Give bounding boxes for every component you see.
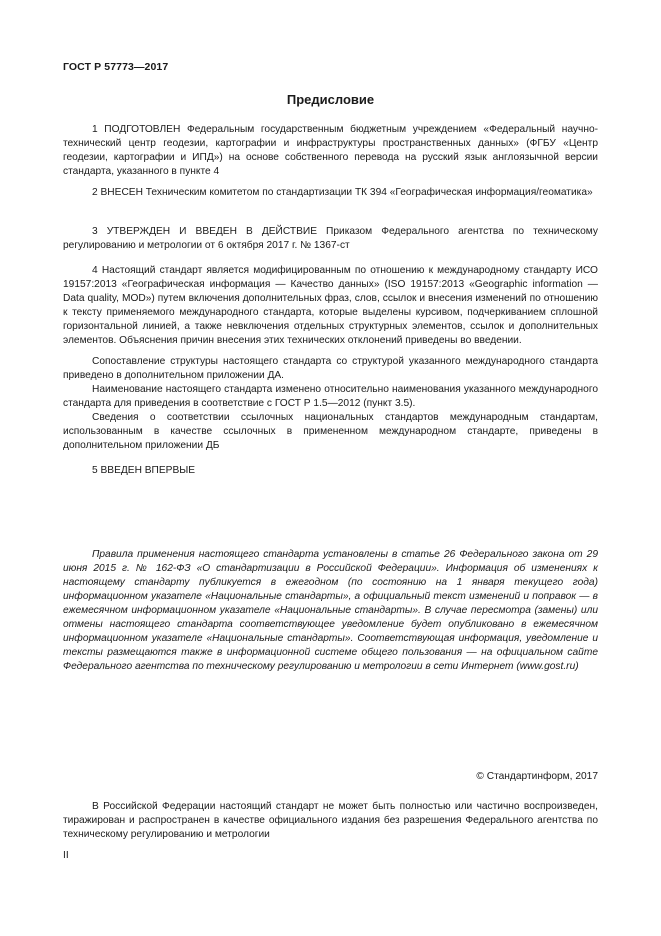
paragraph-approved: 3 УТВЕРЖДЕН И ВВЕДЕН В ДЕЙСТВИЕ Приказом Федерального агентства по техническому регулированию и метрологии от 6 октября 2017 г. № 1367-ст (63, 226, 598, 251)
paragraph-references-info: Сведения о соответствии ссылочных национальных стандартов международным стандартам, использованным в качестве ссылочных в примененном международном стандарте, приведены в дополнительном приложении ДБ (63, 412, 598, 451)
document-code: ГОСТ Р 57773—2017 (63, 61, 169, 73)
copyright: © Стандартинформ, 2017 (476, 771, 598, 782)
paragraph-submitted: 2 ВНЕСЕН Техническим комитетом по стандартизации ТК 394 «Географическая информация/геоматика» (92, 187, 593, 198)
page-number: II (63, 850, 69, 861)
page-title: Предисловие (286, 92, 375, 107)
rules-notice: Правила применения настоящего стандарта установлены в статье 26 Федерального закона от 29 июня 2015 г. № 162-ФЗ «О стандартизации в Российской Федерации». Информация об изменениях к настоящему стандарту публикуется в ежегодном (по состоянию на 1 января текущего года) информационном указателе «Национальные стандарты», а официальный текст изменений и поправок — в ежемесячном информационном указателе «Национальные стандарты». В случае пересмотра (замены) или отмены настоящего стандарта соответствующее уведомление будет опубликовано в ежемесячном информационном указателе «Национальные стандарты». Соответствующая информация, уведомление и тексты размещаются также в информационной системе общего пользования — на официальном сайте Федерального агентства по техническому регулированию и метрологии в сети Интернет (www.gost.ru) (63, 549, 598, 672)
paragraph-structure-comparison: Сопоставление структуры настоящего стандарта со структурой указанного международного стандарта приведено в дополнительном приложении ДА. (63, 356, 598, 381)
paragraph-name-change: Наименование настоящего стандарта изменено относительно наименования указанного международного стандарта для приведения в соответствие с ГОСТ Р 1.5—2012 (пункт 3.5). (63, 384, 598, 409)
paragraph-first-introduced: 5 ВВЕДЕН ВПЕРВЫЕ (92, 465, 196, 476)
paragraph-prepared: 1 ПОДГОТОВЛЕН Федеральным государственным бюджетным учреждением «Федеральный научно-технический центр геодезии, картографии и инфраструктуры пространственных данных» (ФГБУ «Центр геодезии, картографии и ИПД») на основе собственного перевода на русский язык англоязычной версии стандарта, указанного в пункте 4 (63, 124, 598, 177)
paragraph-modified-standard: 4 Настоящий стандарт является модифицированным по отношению к международному стандарту ИСО 19157:2013 «Географическая информация — Качество данных» (ISO 19157:2013 «Geographic information — Data quality, MOD») путем включения дополнительных фраз, слов, ссылок и внесения изменений по отношению к тексту применяемого международного стандарта, которые выделены курсивом, подчеркиванием сплошной горизонтальной линией, а также невключения отдельных структурных элементов, ссылок и дополнительных элементов. Объяснения причин внесения этих технических отклонений приведены во введении. (63, 265, 598, 346)
reproduction-notice: В Российской Федерации настоящий стандарт не может быть полностью или частично воспроизведен, тиражирован и распространен в качестве официального издания без разрешения Федерального агентства по техническому регулированию и метрологии (63, 801, 598, 840)
